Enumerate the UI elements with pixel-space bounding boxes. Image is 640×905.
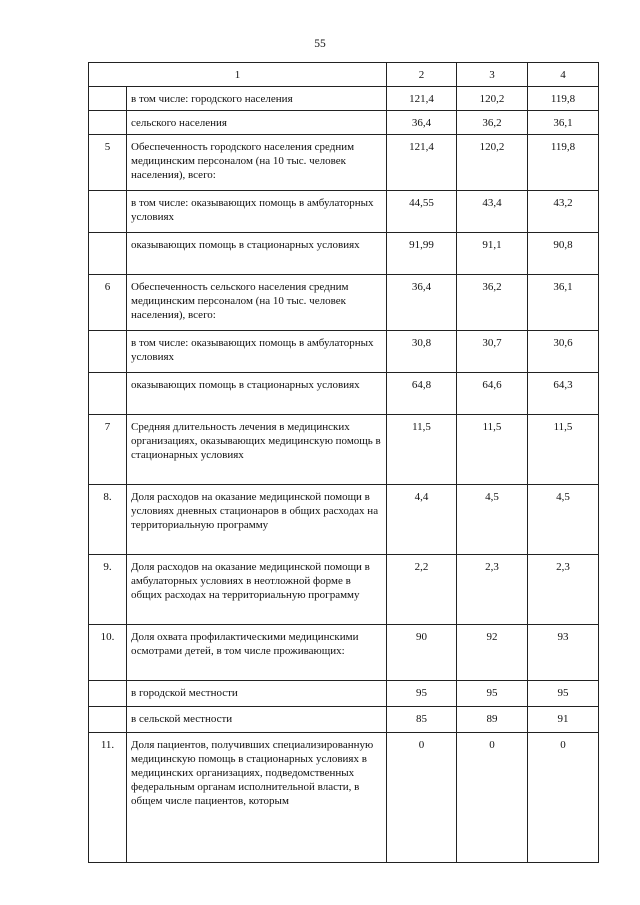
- row-value-col-2: 91,99: [387, 233, 457, 275]
- table-row: [89, 191, 599, 233]
- row-number: [89, 373, 127, 415]
- row-value-col-3: 64,6: [457, 373, 528, 415]
- row-value-col-3: 120,2: [457, 135, 528, 191]
- row-indicator-text: Доля расходов на оказание медицинской помощи в амбулаторных условиях в неотложной форме в общих расходах на территориальную программу: [127, 555, 387, 625]
- row-indicator-text: в том числе: городского населения: [127, 87, 387, 111]
- row-value-col-3: 91,1: [457, 233, 528, 275]
- row-number: [89, 191, 127, 233]
- row-value-col-3: 11,5: [457, 415, 528, 485]
- row-value-col-4: 64,3: [528, 373, 599, 415]
- row-indicator-text: в том числе: оказывающих помощь в амбулаторных условиях: [127, 191, 387, 233]
- row-value-col-3: 36,2: [457, 111, 528, 135]
- row-indicator-text: Доля охвата профилактическими медицинскими осмотрами детей, в том числе проживающих:: [127, 625, 387, 681]
- table-row: [89, 681, 599, 707]
- row-indicator-text: в сельской местности: [127, 707, 387, 733]
- table-row: [89, 707, 599, 733]
- row-value-col-4: 11,5: [528, 415, 599, 485]
- row-value-col-4: 0: [528, 733, 599, 863]
- row-indicator-text: Доля пациентов, получивших специализированную медицинскую помощь в стационарных условиях в медицинских организациях, подведомственных федеральным органам исполнительной власти, в общем числе пациентов, которым: [127, 733, 387, 863]
- header-col-1: 1: [89, 63, 387, 87]
- row-value-col-3: 2,3: [457, 555, 528, 625]
- table-row: [89, 87, 599, 111]
- row-value-col-4: 2,3: [528, 555, 599, 625]
- indicators-table: [88, 62, 599, 863]
- row-value-col-2: 121,4: [387, 87, 457, 111]
- row-indicator-text: в том числе: оказывающих помощь в амбулаторных условиях: [127, 331, 387, 373]
- row-value-col-2: 4,4: [387, 485, 457, 555]
- table-row: [89, 485, 599, 555]
- row-indicator-text: оказывающих помощь в стационарных условиях: [127, 373, 387, 415]
- row-number: 10.: [89, 625, 127, 681]
- header-col-3: 3: [457, 63, 528, 87]
- row-value-col-2: 90: [387, 625, 457, 681]
- table-row: [89, 555, 599, 625]
- row-number: [89, 233, 127, 275]
- header-col-4: 4: [528, 63, 599, 87]
- row-number: [89, 87, 127, 111]
- row-number: [89, 111, 127, 135]
- row-value-col-2: 44,55: [387, 191, 457, 233]
- row-number: 5: [89, 135, 127, 191]
- row-value-col-3: 120,2: [457, 87, 528, 111]
- row-indicator-text: Обеспеченность сельского населения средним медицинским персоналом (на 10 тыс. человек населения), всего:: [127, 275, 387, 331]
- row-number: 7: [89, 415, 127, 485]
- row-value-col-2: 11,5: [387, 415, 457, 485]
- row-value-col-2: 64,8: [387, 373, 457, 415]
- row-indicator-text: Обеспеченность городского населения средним медицинским персоналом (на 10 тыс. человек населения), всего:: [127, 135, 387, 191]
- row-value-col-4: 91: [528, 707, 599, 733]
- table-row: [89, 275, 599, 331]
- row-value-col-3: 30,7: [457, 331, 528, 373]
- table-row: [89, 135, 599, 191]
- row-value-col-2: 0: [387, 733, 457, 863]
- table-row: [89, 625, 599, 681]
- row-value-col-2: 30,8: [387, 331, 457, 373]
- row-value-col-4: 90,8: [528, 233, 599, 275]
- row-value-col-3: 95: [457, 681, 528, 707]
- table-row: [89, 373, 599, 415]
- row-value-col-2: 121,4: [387, 135, 457, 191]
- row-number: [89, 331, 127, 373]
- row-value-col-3: 43,4: [457, 191, 528, 233]
- row-value-col-4: 30,6: [528, 331, 599, 373]
- table-row: [89, 415, 599, 485]
- header-col-2: 2: [387, 63, 457, 87]
- row-value-col-4: 43,2: [528, 191, 599, 233]
- row-value-col-4: 95: [528, 681, 599, 707]
- row-number: 11.: [89, 733, 127, 863]
- row-value-col-4: 93: [528, 625, 599, 681]
- row-value-col-2: 36,4: [387, 111, 457, 135]
- table-row: [89, 233, 599, 275]
- row-indicator-text: Доля расходов на оказание медицинской помощи в условиях дневных стационаров в общих расходах на территориальную программу: [127, 485, 387, 555]
- row-value-col-2: 36,4: [387, 275, 457, 331]
- table-row: [89, 733, 599, 863]
- row-indicator-text: Средняя длительность лечения в медицинских организациях, оказывающих медицинскую помощь в стационарных условиях: [127, 415, 387, 485]
- row-value-col-3: 4,5: [457, 485, 528, 555]
- row-value-col-4: 36,1: [528, 111, 599, 135]
- row-number: 8.: [89, 485, 127, 555]
- row-value-col-2: 85: [387, 707, 457, 733]
- row-number: [89, 681, 127, 707]
- table-row: [89, 111, 599, 135]
- row-value-col-4: 36,1: [528, 275, 599, 331]
- row-value-col-2: 2,2: [387, 555, 457, 625]
- row-number: 6: [89, 275, 127, 331]
- row-indicator-text: в городской местности: [127, 681, 387, 707]
- table-row: [89, 331, 599, 373]
- row-number: [89, 707, 127, 733]
- row-value-col-2: 95: [387, 681, 457, 707]
- row-value-col-4: 4,5: [528, 485, 599, 555]
- row-number: 9.: [89, 555, 127, 625]
- row-value-col-3: 36,2: [457, 275, 528, 331]
- row-indicator-text: оказывающих помощь в стационарных условиях: [127, 233, 387, 275]
- row-value-col-3: 0: [457, 733, 528, 863]
- row-value-col-4: 119,8: [528, 87, 599, 111]
- page-number: 55: [314, 38, 326, 50]
- row-value-col-3: 92: [457, 625, 528, 681]
- row-indicator-text: сельского населения: [127, 111, 387, 135]
- row-value-col-3: 89: [457, 707, 528, 733]
- table-header-row: [89, 63, 599, 87]
- row-value-col-4: 119,8: [528, 135, 599, 191]
